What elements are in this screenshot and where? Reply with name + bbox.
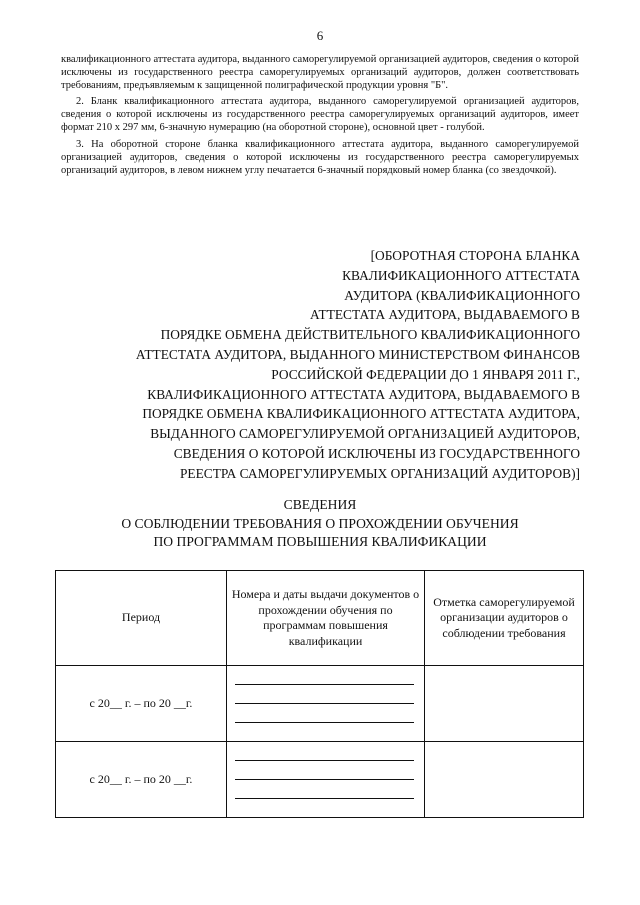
heading-line: АТТЕСТАТА АУДИТОРА, ВЫДАВАЕМОГО В bbox=[310, 307, 580, 323]
paragraph-3: 3. На оборотной стороне бланка квалификационного аттестата аудитора, выданного саморегулируемой организацией аудиторов, сведения о которой исключены из государственного реестра саморегулируемых организаций аудиторов, в левом нижнем углу печатается 6-значный порядковый номер бланка (со звездочкой). bbox=[61, 138, 579, 176]
blank-line bbox=[235, 704, 414, 723]
heading-line: РЕЕСТРА САМОРЕГУЛИРУЕМЫХ ОРГАНИЗАЦИЙ АУДИТОРОВ)] bbox=[179, 465, 580, 481]
paragraph-1: квалификационного аттестата аудитора, выданного саморегулируемой организацией аудиторов, сведения о которой исключены из государственного реестра саморегулируемых организаций аудиторов, должен соответствовать требованиям, предъявляемым к защищенной полиграфической продукции уровня "Б". bbox=[61, 54, 579, 92]
table-header-row bbox=[56, 571, 584, 666]
table-row bbox=[56, 666, 584, 742]
header-mark: Отметка саморегулируемой организации аудиторов о соблюдении требования bbox=[425, 571, 584, 666]
blank-line bbox=[235, 666, 414, 685]
heading-line: ПОРЯДКЕ ОБМЕНА КВАЛИФИКАЦИОННОГО АТТЕСТАТА АУДИТОРА, bbox=[142, 406, 580, 422]
period-cell: с 20__ г. – по 20 __г. bbox=[56, 666, 227, 742]
heading-line: РОССИЙСКОЙ ФЕДЕРАЦИИ ДО 1 ЯНВАРЯ 2011 Г., bbox=[271, 366, 580, 382]
heading-line: ПОРЯДКЕ ОБМЕНА ДЕЙСТВИТЕЛЬНОГО КВАЛИФИКАЦИОННОГО bbox=[160, 327, 580, 343]
heading-line: [ОБОРОТНАЯ СТОРОНА БЛАНКА bbox=[370, 248, 580, 263]
mark-cell bbox=[425, 666, 584, 742]
documents-cell bbox=[227, 742, 425, 818]
header-documents: Номера и даты выдачи документов о прохождении обучения по программам повышения квалификации bbox=[227, 571, 425, 666]
info-title-line-1: СВЕДЕНИЯ bbox=[283, 497, 357, 512]
info-title-line-3: ПО ПРОГРАММАМ ПОВЫШЕНИЯ КВАЛИФИКАЦИИ bbox=[153, 534, 487, 549]
training-requirement-table bbox=[55, 570, 584, 818]
heading-line: КВАЛИФИКАЦИОННОГО АТТЕСТАТА bbox=[342, 267, 580, 283]
table-row bbox=[56, 742, 584, 818]
period-cell: с 20__ г. – по 20 __г. bbox=[56, 742, 227, 818]
blank-line bbox=[235, 742, 414, 761]
page-number: 6 bbox=[316, 28, 324, 43]
heading-line: СВЕДЕНИЯ О КОТОРОЙ ИСКЛЮЧЕНЫ ИЗ ГОСУДАРСТВЕННОГО bbox=[173, 445, 580, 461]
reverse-side-heading bbox=[60, 246, 580, 484]
body-text bbox=[61, 53, 579, 180]
heading-line: АТТЕСТАТА АУДИТОРА, ВЫДАННОГО МИНИСТЕРСТВОМ ФИНАНСОВ bbox=[135, 346, 580, 362]
mark-cell bbox=[425, 742, 584, 818]
heading-line: ВЫДАННОГО САМОРЕГУЛИРУЕМОЙ ОРГАНИЗАЦИЕЙ АУДИТОРОВ, bbox=[150, 426, 580, 442]
info-title bbox=[0, 496, 640, 552]
blank-line bbox=[235, 780, 414, 799]
header-period: Период bbox=[56, 571, 227, 666]
paragraph-2: 2. Бланк квалификационного аттестата аудитора, выданного саморегулируемой организацией аудиторов, сведения о которой исключены из государственного реестра саморегулируемых организаций аудиторов, имеет формат 210 x 297 мм, 6-значную нумерацию (на оборотной стороне), основной цвет - голубой. bbox=[61, 96, 579, 134]
heading-line: КВАЛИФИКАЦИОННОГО АТТЕСТАТА АУДИТОРА, ВЫДАВАЕМОГО В bbox=[147, 386, 580, 402]
blank-line bbox=[235, 761, 414, 780]
blank-line bbox=[235, 685, 414, 704]
info-title-line-2: О СОБЛЮДЕНИИ ТРЕБОВАНИЯ О ПРОХОЖДЕНИИ ОБУЧЕНИЯ bbox=[121, 515, 519, 531]
heading-line: АУДИТОРА (КВАЛИФИКАЦИОННОГО bbox=[344, 287, 580, 303]
documents-cell bbox=[227, 666, 425, 742]
